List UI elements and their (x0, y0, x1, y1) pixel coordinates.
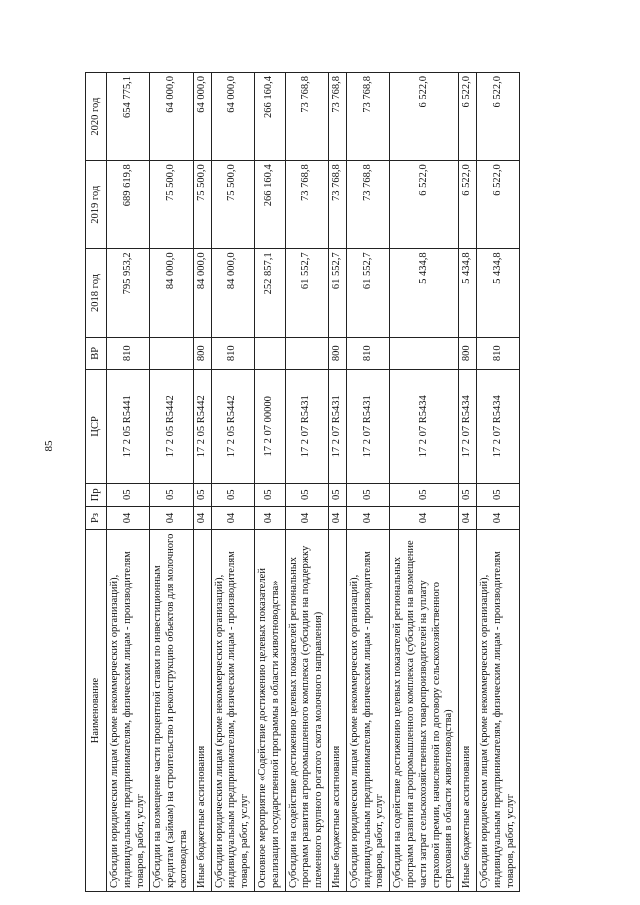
rotated-page-content (85, 72, 560, 892)
cell-name: Субсидии юридическим лицам (кроме некоммерческих организаций), индивидуальным предпринимателям, физическим лицам - производителям товаров, работ, услуг (107, 530, 150, 892)
table-row (211, 73, 254, 892)
cell-vr (254, 337, 285, 369)
cell-2020: 6 522,0 (476, 73, 519, 161)
cell-2019: 6 522,0 (476, 161, 519, 249)
cell-rz: 04 (459, 506, 477, 529)
table-row (346, 73, 389, 892)
cell-name: Основное мероприятие «Содействие достижению целевых показателей реализации государственной программы в области животноводства» (254, 530, 285, 892)
table-row (476, 73, 519, 892)
cell-rz: 04 (346, 506, 389, 529)
cell-2018: 5 434,8 (459, 249, 477, 337)
cell-csr: 17 2 07 R5434 (459, 370, 477, 484)
cell-pr: 05 (390, 483, 459, 506)
cell-rz: 04 (390, 506, 459, 529)
cell-name: Иные бюджетные ассигнования (459, 530, 477, 892)
table-row (459, 73, 477, 892)
cell-pr: 05 (285, 483, 328, 506)
header-csr: ЦСР (86, 370, 107, 484)
cell-2019: 75 500,0 (150, 161, 193, 249)
cell-rz: 04 (476, 506, 519, 529)
cell-2019: 266 160,4 (254, 161, 285, 249)
cell-2018: 61 552,7 (346, 249, 389, 337)
cell-name: Иные бюджетные ассигнования (193, 530, 211, 892)
cell-2020: 266 160,4 (254, 73, 285, 161)
cell-2019: 689 619,8 (107, 161, 150, 249)
cell-pr: 05 (193, 483, 211, 506)
cell-2020: 6 522,0 (459, 73, 477, 161)
cell-vr: 810 (476, 337, 519, 369)
cell-rz: 04 (285, 506, 328, 529)
cell-vr: 810 (107, 337, 150, 369)
cell-2019: 75 500,0 (211, 161, 254, 249)
cell-2018: 84 000,0 (211, 249, 254, 337)
header-rz: Рз (86, 506, 107, 529)
cell-csr: 17 2 05 R5442 (211, 370, 254, 484)
cell-csr: 17 2 05 R5441 (107, 370, 150, 484)
cell-2018: 795 953,2 (107, 249, 150, 337)
cell-2019: 73 768,8 (328, 161, 346, 249)
header-pr: Пр (86, 483, 107, 506)
cell-rz: 04 (328, 506, 346, 529)
cell-2020: 73 768,8 (346, 73, 389, 161)
cell-2019: 75 500,0 (193, 161, 211, 249)
cell-2018: 5 434,8 (476, 249, 519, 337)
cell-vr (390, 337, 459, 369)
cell-2020: 64 000,0 (150, 73, 193, 161)
cell-name: Субсидии юридическим лицам (кроме некоммерческих организаций), индивидуальным предпринимателям, физическим лицам - производителям товаров, работ, услуг (211, 530, 254, 892)
cell-rz: 04 (107, 506, 150, 529)
cell-pr: 05 (476, 483, 519, 506)
cell-csr: 17 2 07 R5431 (328, 370, 346, 484)
cell-2019: 6 522,0 (459, 161, 477, 249)
cell-2019: 73 768,8 (285, 161, 328, 249)
cell-name: Субсидии юридическим лицам (кроме некоммерческих организаций), индивидуальным предпринимателям, физическим лицам - производителям товаров, работ, услуг (476, 530, 519, 892)
cell-2020: 73 768,8 (285, 73, 328, 161)
cell-pr: 05 (150, 483, 193, 506)
cell-vr (150, 337, 193, 369)
cell-2018: 5 434,8 (390, 249, 459, 337)
header-2019: 2019 год (86, 161, 107, 249)
cell-pr: 05 (328, 483, 346, 506)
header-2018: 2018 год (86, 249, 107, 337)
header-name: Наименование (86, 530, 107, 892)
cell-name: Субсидии на содействие достижению целевых показателей региональных программ развития агропромышленного комплекса (субсидии на возмещение части затрат сельскохозяйственных товаропроизводителей на уплату страховой премии, начисленной по договору сельскохозяйственного страхования в области животноводства) (390, 530, 459, 892)
cell-csr: 17 2 07 R5431 (285, 370, 328, 484)
cell-csr: 17 2 07 00000 (254, 370, 285, 484)
cell-2018: 252 857,1 (254, 249, 285, 337)
cell-csr: 17 2 07 R5434 (476, 370, 519, 484)
cell-rz: 04 (254, 506, 285, 529)
table-row (107, 73, 150, 892)
cell-2020: 654 775,1 (107, 73, 150, 161)
cell-2018: 61 552,7 (328, 249, 346, 337)
cell-2020: 64 000,0 (193, 73, 211, 161)
cell-pr: 05 (211, 483, 254, 506)
table-row (328, 73, 346, 892)
header-2020: 2020 год (86, 73, 107, 161)
cell-2018: 84 000,0 (193, 249, 211, 337)
cell-csr: 17 2 07 R5434 (390, 370, 459, 484)
table-row (285, 73, 328, 892)
cell-rz: 04 (150, 506, 193, 529)
budget-table (85, 72, 520, 892)
cell-vr: 800 (193, 337, 211, 369)
cell-vr: 800 (328, 337, 346, 369)
cell-csr: 17 2 05 R5442 (150, 370, 193, 484)
cell-vr: 810 (346, 337, 389, 369)
cell-vr (285, 337, 328, 369)
cell-pr: 05 (346, 483, 389, 506)
table-header-row (86, 73, 107, 892)
header-vr: ВР (86, 337, 107, 369)
table-row (150, 73, 193, 892)
cell-pr: 05 (459, 483, 477, 506)
cell-2020: 6 522,0 (390, 73, 459, 161)
cell-2018: 84 000,0 (150, 249, 193, 337)
cell-rz: 04 (211, 506, 254, 529)
cell-pr: 05 (107, 483, 150, 506)
cell-vr: 800 (459, 337, 477, 369)
table-row (254, 73, 285, 892)
cell-name: Субсидии на возмещение части процентной ставки по инвестиционным кредитам (займам) на строительство и реконструкцию объектов для молочного скотоводства (150, 530, 193, 892)
page-number: 85 (43, 440, 55, 452)
cell-vr: 810 (211, 337, 254, 369)
table-row (390, 73, 459, 892)
table-row (193, 73, 211, 892)
cell-rz: 04 (193, 506, 211, 529)
cell-2020: 73 768,8 (328, 73, 346, 161)
cell-2018: 61 552,7 (285, 249, 328, 337)
cell-name: Иные бюджетные ассигнования (328, 530, 346, 892)
cell-csr: 17 2 07 R5431 (346, 370, 389, 484)
cell-pr: 05 (254, 483, 285, 506)
cell-name: Субсидии на содействие достижению целевых показателей региональных программ развития агропромышленного комплекса (субсидии на поддержку племенного крупного рогатого скота молочного направления) (285, 530, 328, 892)
cell-csr: 17 2 05 R5442 (193, 370, 211, 484)
cell-2020: 64 000,0 (211, 73, 254, 161)
cell-2019: 6 522,0 (390, 161, 459, 249)
cell-2019: 73 768,8 (346, 161, 389, 249)
cell-name: Субсидии юридическим лицам (кроме некоммерческих организаций), индивидуальным предпринимателям, физическим лицам - производителям товаров, работ, услуг (346, 530, 389, 892)
